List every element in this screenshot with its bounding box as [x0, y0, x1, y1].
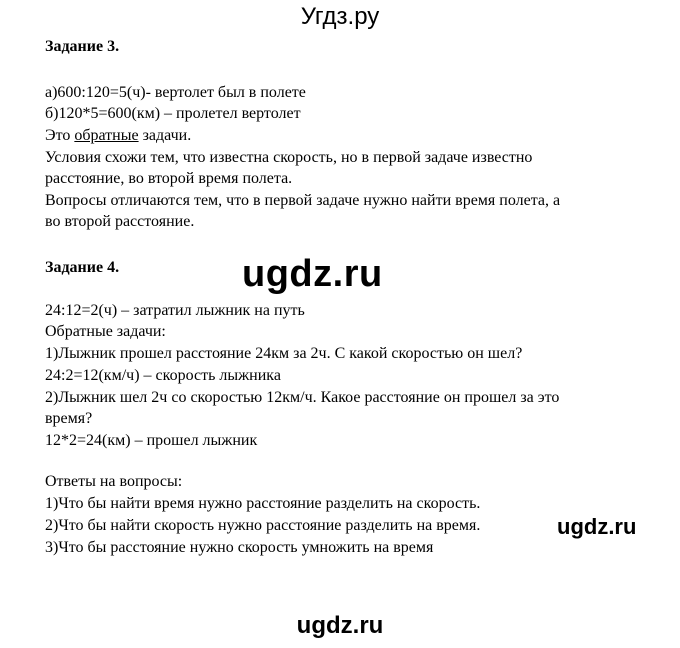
- task-4-p1-answer: 24:2=12(км/ч) – скорость лыжника: [45, 367, 281, 384]
- watermark-right: ugdz.ru: [557, 514, 637, 539]
- watermark-bottom: ugdz.ru: [296, 612, 384, 639]
- answer-3: 3)Что бы расстояние нужно скорость умножить на время: [45, 539, 434, 556]
- reverse-note-prefix: Это: [45, 127, 75, 144]
- task-3-line-b: б)120*5=600(км) – пролетел вертолет: [45, 105, 301, 122]
- watermark-center: ugdz.ru: [242, 253, 383, 295]
- task-4-p2-question-1: 2)Лыжник шел 2ч со скоростью 12км/ч. Какое расстояние он прошел за это: [45, 389, 560, 406]
- reverse-note-underlined: обратные: [74, 127, 139, 144]
- task-3-heading: Задание 3.: [45, 38, 120, 55]
- reverse-note-suffix: задачи.: [138, 127, 192, 144]
- site-title: Угдз.ру: [300, 3, 380, 30]
- answer-2: 2)Что бы найти скорость нужно расстояние разделить на время.: [45, 517, 481, 534]
- answer-1: 1)Что бы найти время нужно расстояние разделить на скорость.: [45, 495, 481, 512]
- task-3-similar-line-1: Условия схожи тем, что известна скорость, но в первой задаче известно: [45, 149, 533, 166]
- task-3-diff-line-1: Вопросы отличаются тем, что в первой задаче нужно найти время полета, а: [45, 192, 561, 209]
- task-3-line-a: а)600:120=5(ч)- вертолет был в полете: [45, 84, 306, 101]
- task-3-diff-line-2: во второй расстояние.: [45, 213, 195, 230]
- task-4-p2-question-2: время?: [45, 410, 93, 427]
- task-3-similar-line-2: расстояние, во второй время полета.: [45, 170, 293, 187]
- task-4-line-1: 24:12=2(ч) – затратил лыжник на путь: [45, 302, 305, 319]
- answers-title: Ответы на вопросы:: [45, 473, 183, 490]
- task-4-reverse-title: Обратные задачи:: [45, 323, 166, 340]
- task-4-p1-question: 1)Лыжник прошел расстояние 24км за 2ч. С какой скоростью он шел?: [45, 345, 523, 362]
- task-4-heading: Задание 4.: [45, 259, 120, 276]
- task-3-reverse-note: [45, 126, 191, 146]
- task-4-p2-answer: 12*2=24(км) – прошел лыжник: [45, 432, 258, 449]
